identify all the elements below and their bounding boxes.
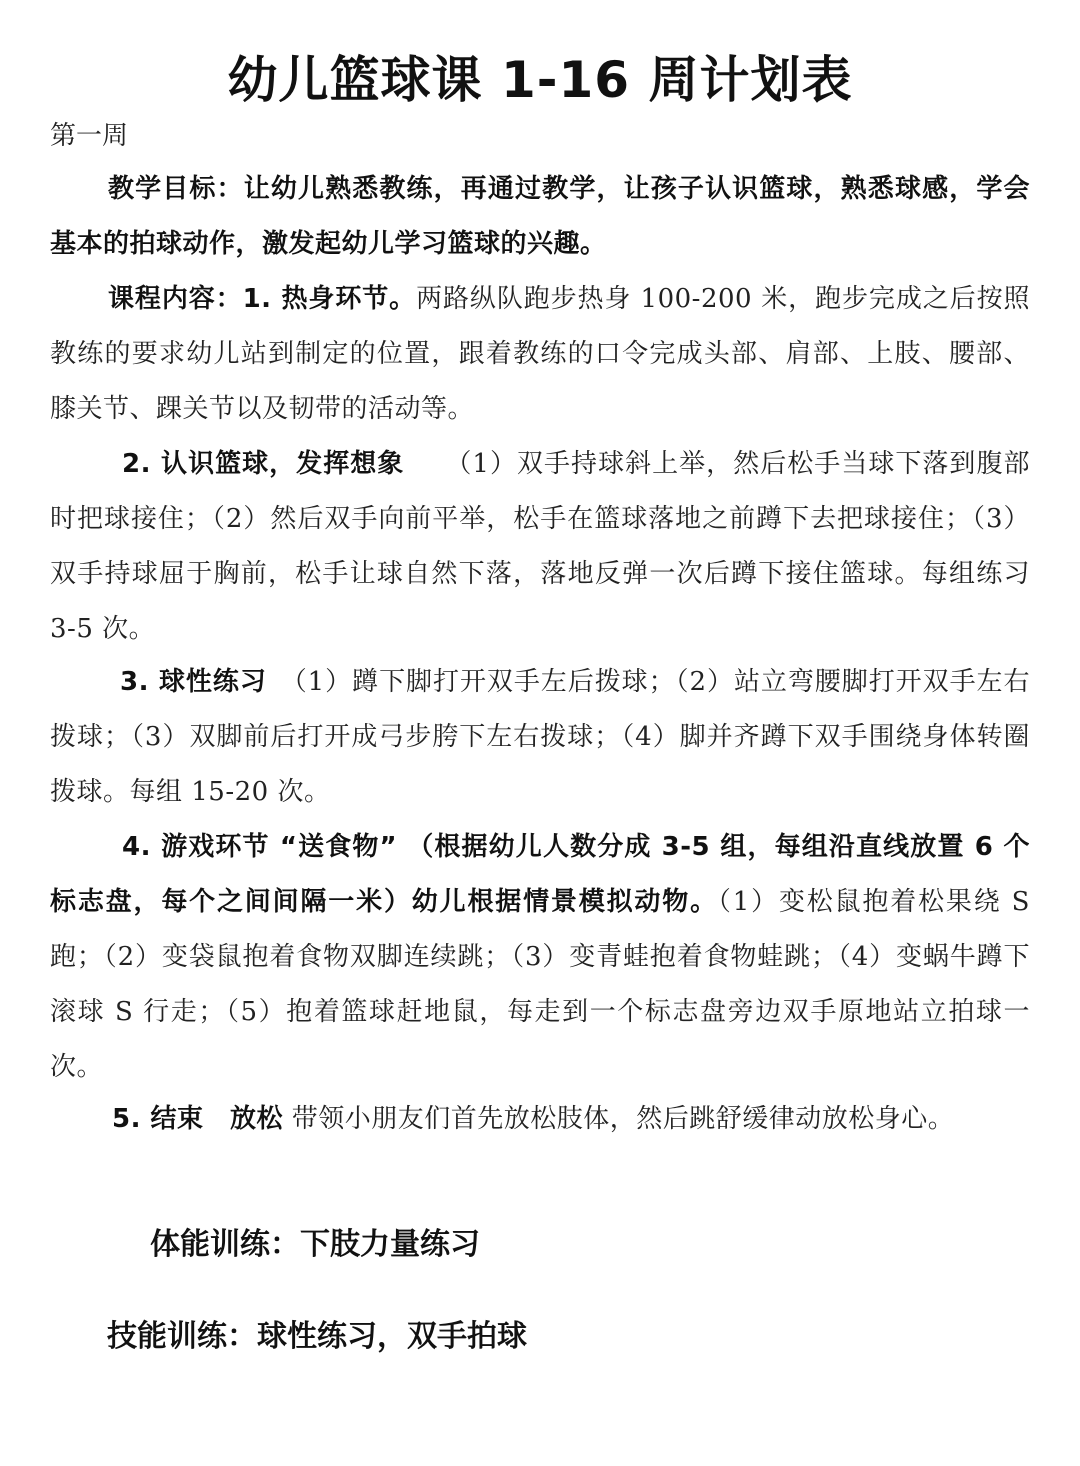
- section1-heading: 1. 热身环节。: [242, 284, 417, 314]
- goal-text: 让幼儿熟悉教练，再通过教学，让孩子认识篮球，熟悉球感，学会基本的拍球动作，激发起幼儿学习篮球的兴趣。: [50, 174, 1030, 259]
- course-content-section-5: [50, 1092, 1030, 1147]
- week-label: 第一周: [50, 121, 129, 151]
- content-label: 课程内容：: [108, 284, 243, 314]
- section3-heading: 3. 球性练习: [120, 667, 267, 697]
- page-title: 幼儿篮球课 1-16 周计划表: [227, 51, 853, 109]
- skill-training: 技能训练：球性练习，双手拍球: [107, 1319, 527, 1354]
- course-content-section-2: [50, 437, 1030, 657]
- section1-text: 两路纵队跑步热身 100-200 米，跑步完成之后按照教练的要求幼儿站到制定的位置，跟着教练的口令完成头部、肩部、上肢、腰部、膝关节、踝关节以及韧带的活动等。: [50, 284, 1030, 424]
- course-content-section-3: [50, 655, 1030, 820]
- section5-text: 带领小朋友们首先放松肢体，然后跳舒缓律动放松身心。: [291, 1104, 955, 1134]
- section3-text: （1）蹲下脚打开双手左后拨球；（2）站立弯腰脚打开双手左右拨球；（3）双脚前后打开成弓步胯下左右拨球；（4）脚并齐蹲下双手围绕身体转圈拨球。每组 15-20 次。: [50, 667, 1030, 807]
- teaching-goal: [50, 162, 1030, 272]
- section4-heading: 4. 游戏环节 “送食物” （根据幼儿人数分成 3-5 组，每组沿直线放置 6 个标志盘，每个之间间隔一米）幼儿根据情景模拟动物。: [50, 832, 1030, 917]
- course-content-section-1: [50, 272, 1030, 437]
- section2-text: （1）双手持球斜上举，然后松手当球下落到腹部时把球接住；（2）然后双手向前平举，松手在篮球落地之前蹲下去把球接住；（3）双手持球屈于胸前，松手让球自然下落，落地反弹一次后蹲下接住篮球。每组练习 3-5 次。: [50, 449, 1030, 644]
- goal-label: 教学目标：: [108, 174, 244, 204]
- course-content-section-4: [50, 820, 1030, 1095]
- section4-text: （1）变松鼠抱着松果绕 S 跑；（2）变袋鼠抱着食物双脚连续跳；（3）变青蛙抱着食物蛙跳；（4）变蜗牛蹲下滚球 S 行走；（5）抱着篮球赶地鼠，每走到一个标志盘旁边双手原地站立拍球一次。: [50, 887, 1030, 1082]
- section5-heading: 5. 结束 放松: [112, 1104, 284, 1134]
- physical-training: 体能训练：下肢力量练习: [150, 1227, 480, 1262]
- section2-heading: 2. 认识篮球，发挥想象: [122, 449, 405, 479]
